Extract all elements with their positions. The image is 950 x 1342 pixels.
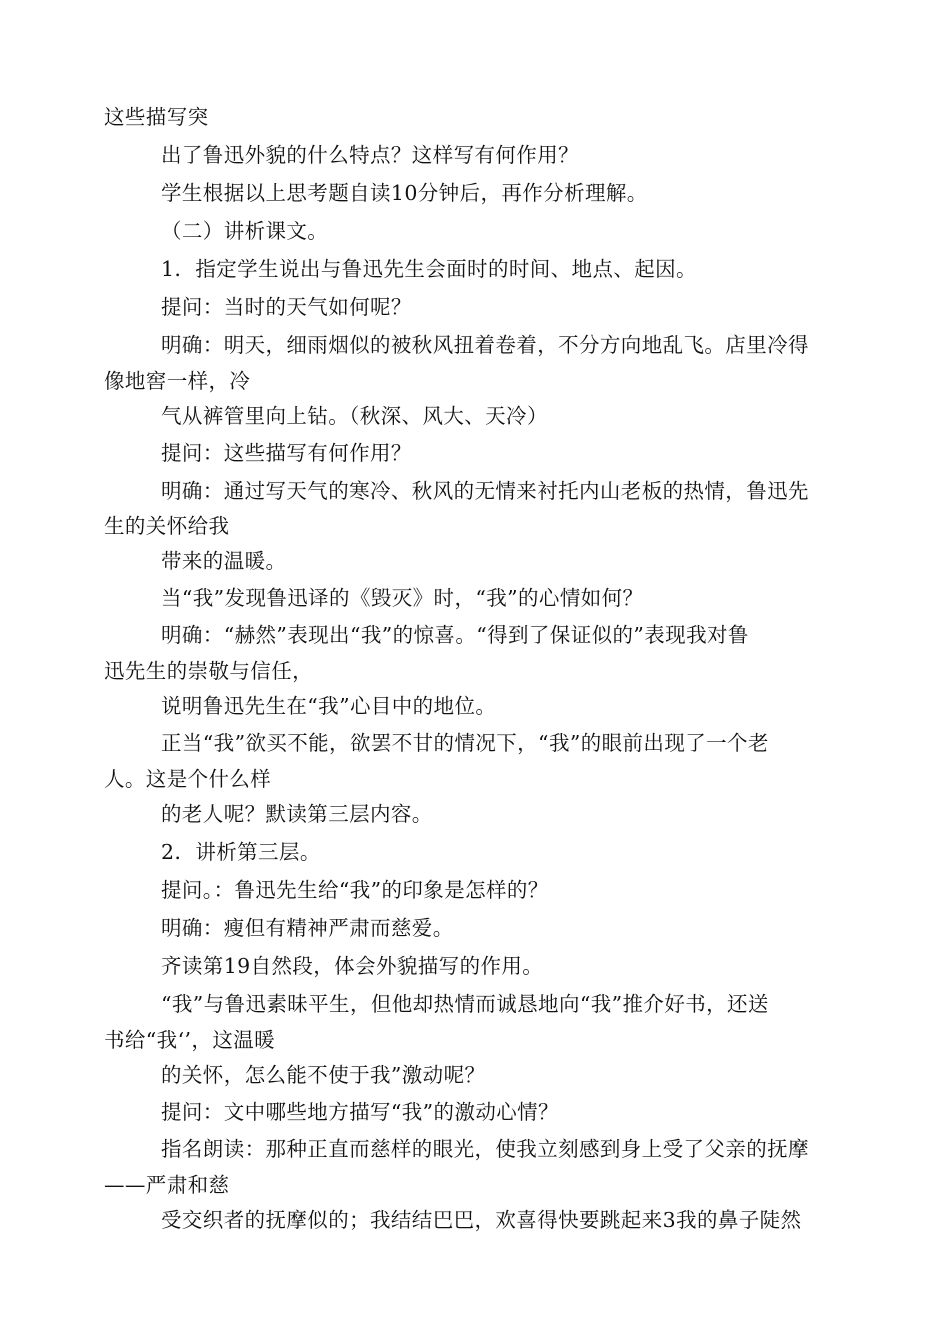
text-line: 人。这是个什么样 bbox=[104, 767, 272, 791]
text-line: 生的关怀给我 bbox=[104, 514, 230, 538]
text-line: 的关怀，怎么能不使于我”激动呢？ bbox=[161, 1063, 486, 1087]
text-line: ——严肃和慈 bbox=[104, 1173, 230, 1197]
text-line: 提问：当时的天气如何呢？ bbox=[161, 295, 412, 319]
text-line: 出了鲁迅外貌的什么特点？这样写有何作用？ bbox=[161, 143, 579, 167]
text-line: 指名朗读：那种正直而慈样的眼光，使我立刻感到身上受了父亲的抚摩 bbox=[161, 1137, 809, 1161]
text-line: 带来的温暖。 bbox=[161, 549, 287, 573]
text-line: “我”与鲁迅素昧平生，但他却热情而诚恳地向“我”推介好书，还送 bbox=[161, 992, 769, 1016]
text-line: 明确：“赫然”表现出“我”的惊喜。“得到了保证似的”表现我对鲁 bbox=[161, 623, 749, 647]
text-line: 提问：这些描写有何作用？ bbox=[161, 441, 412, 465]
text-line: 1．指定学生说出与鲁迅先生会面时的时间、地点、起因。 bbox=[161, 257, 697, 281]
text-line: 明确：明天，细雨烟似的被秋风扭着卷着，不分方向地乱飞。店里冷得 bbox=[161, 333, 809, 357]
text-line: 学生根据以上思考题自读10分钟后，再作分析理解。 bbox=[161, 181, 648, 205]
text-line: 迅先生的崇敬与信任， bbox=[104, 659, 313, 683]
text-line: 当“我”发现鲁迅译的《毁灭》时，“我”的心情如何？ bbox=[161, 586, 644, 610]
text-line: 2．讲析第三层。 bbox=[161, 840, 321, 864]
text-line: 明确：通过写天气的寒冷、秋风的无情来衬托内山老板的热情，鲁迅先 bbox=[161, 479, 809, 503]
text-line: 这些描写突 bbox=[104, 105, 209, 129]
text-line: （二）讲析课文。 bbox=[161, 219, 329, 243]
text-line: 正当“我”欲买不能，欲罢不甘的情况下，“我”的眼前出现了一个老 bbox=[161, 731, 769, 755]
text-line: 提问。：鲁迅先生给“我”的印象是怎样的？ bbox=[161, 878, 549, 902]
text-line: 气从裤管里向上钻。（秋深、风大、天冷） bbox=[161, 404, 548, 428]
text-line: 齐读第19自然段，体会外貌描写的作用。 bbox=[161, 954, 544, 978]
text-line: 书给“我‘’，这温暖 bbox=[104, 1028, 276, 1052]
text-line: 提问：文中哪些地方描写“我”的激动心情？ bbox=[161, 1100, 559, 1124]
text-line: 像地窖一样，冷 bbox=[104, 369, 251, 393]
text-line: 的老人呢？默读第三层内容。 bbox=[161, 802, 433, 826]
text-line: 说明鲁迅先生在“我”心目中的地位。 bbox=[161, 694, 497, 718]
text-line: 明确：瘦但有精神严肃而慈爱。 bbox=[161, 916, 454, 940]
text-line: 受交织者的抚摩似的；我结结巴巴，欢喜得快要跳起来3我的鼻子陡然 bbox=[161, 1208, 802, 1232]
